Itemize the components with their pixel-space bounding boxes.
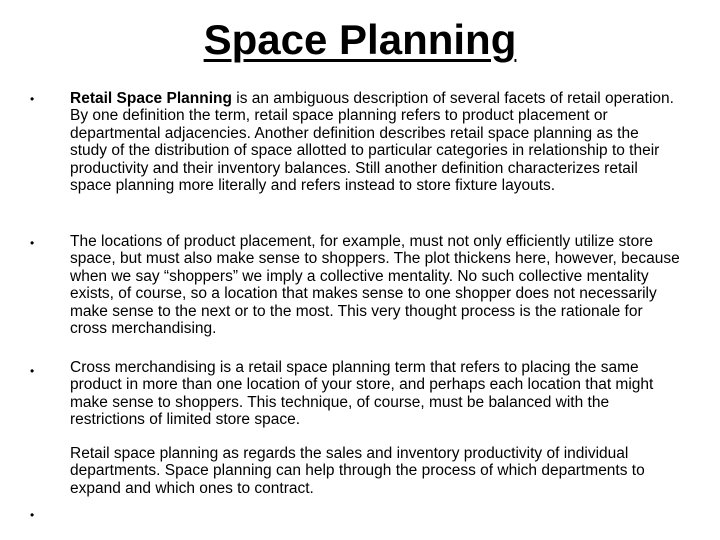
slide-title: Space Planning bbox=[203, 16, 517, 63]
bold-lead: Retail Space Planning bbox=[70, 90, 232, 107]
paragraph-definition-text: is an ambiguous description of several facets of retail operation. By one definition the term, retail space planning refers to product placement or departmental adjacencies. Another definition describes retail space planning as the study of the distribution of space allotted to particular categories in relationship to their productivity and their inventory balances. Still another definition characterizes retail space planning more literally and refers instead to store fixture layouts. bbox=[70, 90, 674, 195]
bullet-2: • bbox=[30, 236, 35, 250]
bullet-1: • bbox=[30, 92, 35, 106]
paragraph-cross-merchandising: Cross merchandising is a retail space planning term that refers to placing the same product in more than one location of your store, and perhaps each location that might make sense to shoppers. This technique, of course, must be balanced with the restrictions of limited store space. bbox=[70, 359, 654, 429]
bullet-4: • bbox=[30, 508, 35, 522]
paragraph-product-placement: The locations of product placement, for example, must not only efficiently utilize store space, but must also make sense to shoppers. The plot thickens here, however, because when we say “shoppers” we imply a collective mentality. No such collective mentality exists, of course, so a location that makes sense to one shopper does not necessarily make sense to the next or to the most. This very thought process is the rationale for cross merchandising. bbox=[70, 233, 680, 338]
paragraph-department-productivity: Retail space planning as regards the sales and inventory productivity of individual departments. Space planning can help through the process of which departments to expand and which ones to contract. bbox=[70, 445, 645, 497]
paragraph-definition bbox=[70, 90, 680, 194]
bullet-3: • bbox=[30, 364, 35, 378]
